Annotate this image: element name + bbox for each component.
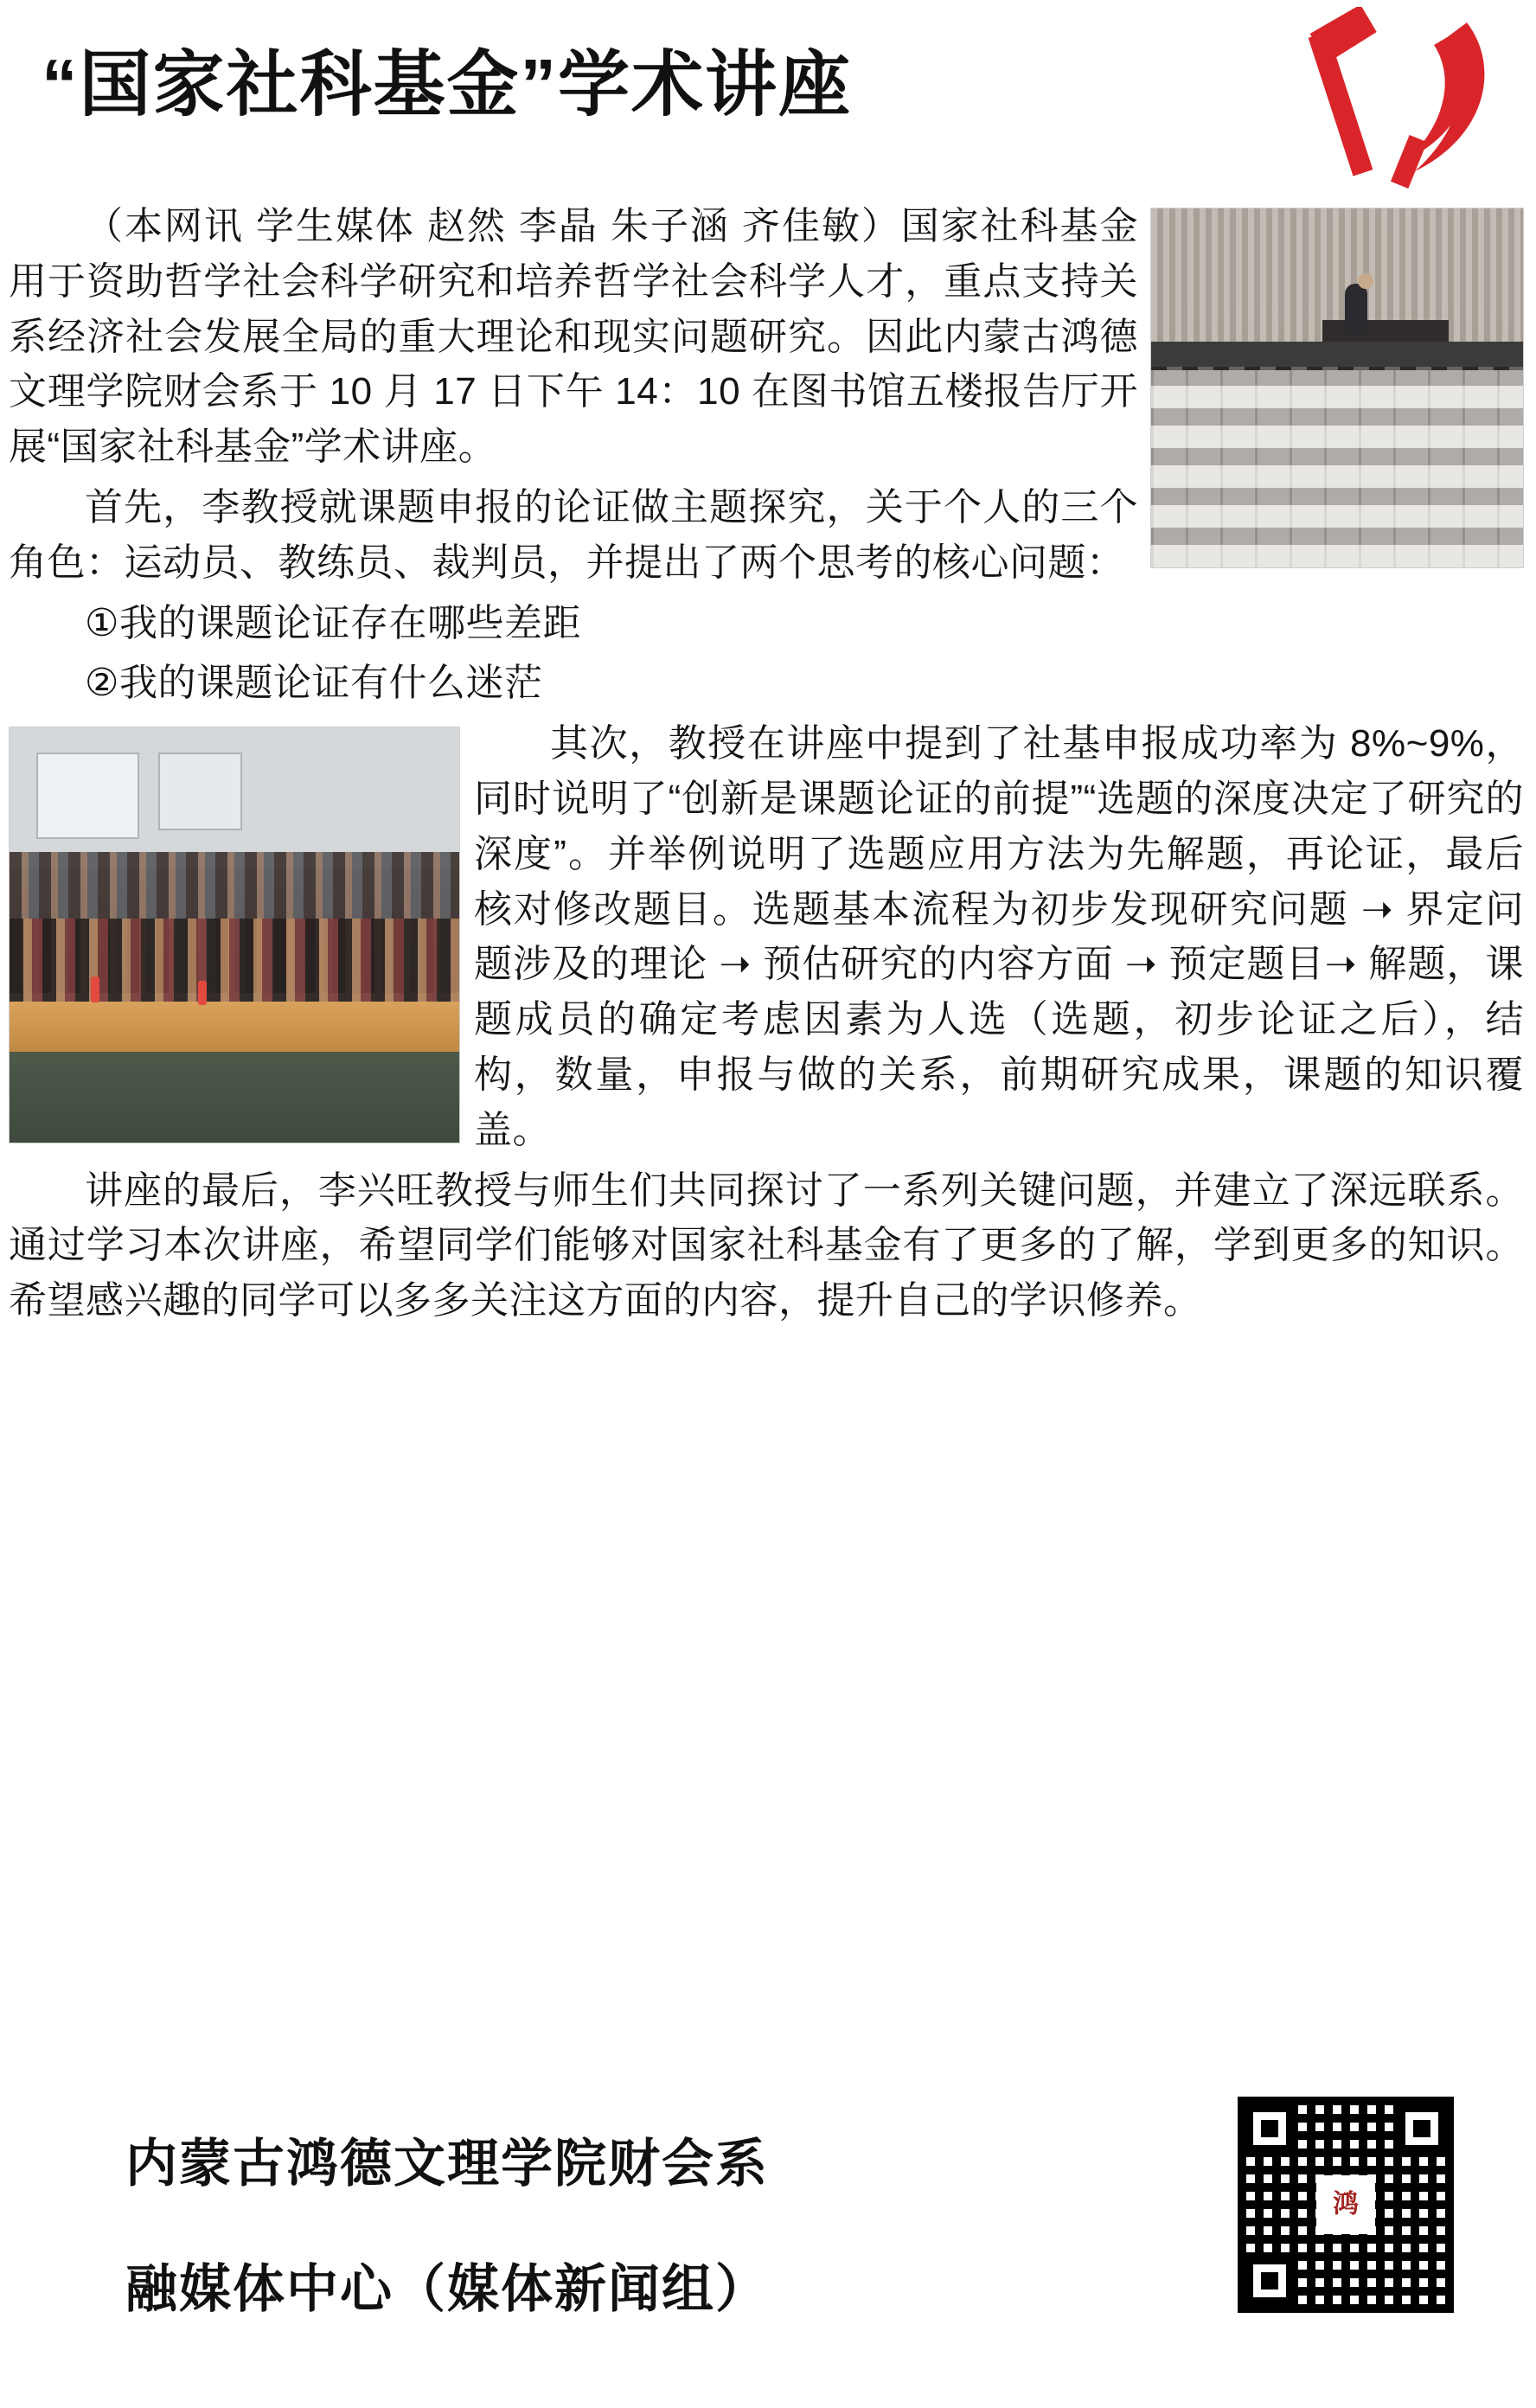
page-title: “国家社科基金”学术讲座	[42, 44, 852, 125]
paragraph-3: 其次，教授在讲座中提到了社基申报成功率为 8%~9%，同时说明了“创新是课题论证的前提”“选题的深度决定了研究的深度”。并举例说明了选题应用方法为先解题，再论证，最后核对修改题目。选题基本流程为初步发现研究问题 ➝ 界定问题涉及的理论 ➝ 预估研究的内容方面 ➝ 预定题目➝ 解题，课题成员的确定考虑因素为人选（选题，初步论证之后），结构，数量，申报与做的关系，前期研究成果，课题的知识覆盖。	[474, 722, 1524, 1151]
qr-code-icon[interactable]	[1238, 2097, 1454, 2313]
photo-speaker-body	[1345, 284, 1367, 334]
lecture-hall-photo	[1150, 208, 1524, 568]
footer-organization: 内蒙古鸿德文理学院财会系	[125, 2135, 769, 2193]
photo2-window-right	[158, 752, 243, 830]
photo-seats	[1151, 370, 1523, 567]
paragraph-1: （本网讯 学生媒体 赵然 李晶 朱子涵 齐佳敏）国家社科基金用于资助哲学社会科学研究和培养哲学社会科学人才，重点支持关系经济社会发展全局的重大理论和现实问题研究。因此内蒙古鸿德文理学院财会系于 10 月 17 日下午 14：10 在图书馆五楼报告厅开展“国家社科基金”学术讲座。	[9, 205, 1138, 469]
qr-center-logo	[1316, 2175, 1375, 2234]
footer-department: 融媒体中心（媒体新闻组）	[125, 2260, 769, 2318]
party-emblem-icon	[1285, 7, 1501, 197]
paragraph-question-2: ②我的课题论证有什么迷茫	[85, 662, 543, 705]
photo2-floor	[10, 1052, 459, 1143]
photo2-table	[10, 1002, 459, 1052]
qr-finder-top-left	[1243, 2102, 1296, 2155]
paragraph-question-1: ①我的课题论证存在哪些差距	[85, 601, 581, 644]
paragraph-4: 讲座的最后，李兴旺教授与师生们共同探讨了一系列关键问题，并建立了深远联系。通过学习本次讲座，希望同学们能够对国家社科基金有了更多的了解，学到更多的知识。希望感兴趣的同学可以多多关注这方面的内容，提升自己的学识修养。	[9, 1169, 1524, 1322]
qr-finder-bottom-left	[1243, 2254, 1296, 2308]
paragraph-2: 首先，李教授就课题申报的论证做主题探究，关于个人的三个角色：运动员、教练员、裁判员，并提出了两个思考的核心问题：	[9, 485, 1138, 584]
audience-photo	[9, 727, 460, 1143]
photo2-crowd-front	[10, 919, 459, 1010]
photo2-bottle-1	[91, 977, 99, 1002]
page-footer	[0, 2045, 1536, 2408]
photo-speaker-head	[1358, 273, 1373, 289]
photo2-bottle-2	[198, 981, 207, 1005]
article-body	[0, 199, 1536, 1334]
page-header	[0, 0, 1536, 199]
qr-logo-text: 鸿	[1333, 2190, 1359, 2219]
photo2-window-left	[36, 752, 138, 839]
qr-finder-top-right	[1395, 2102, 1449, 2155]
